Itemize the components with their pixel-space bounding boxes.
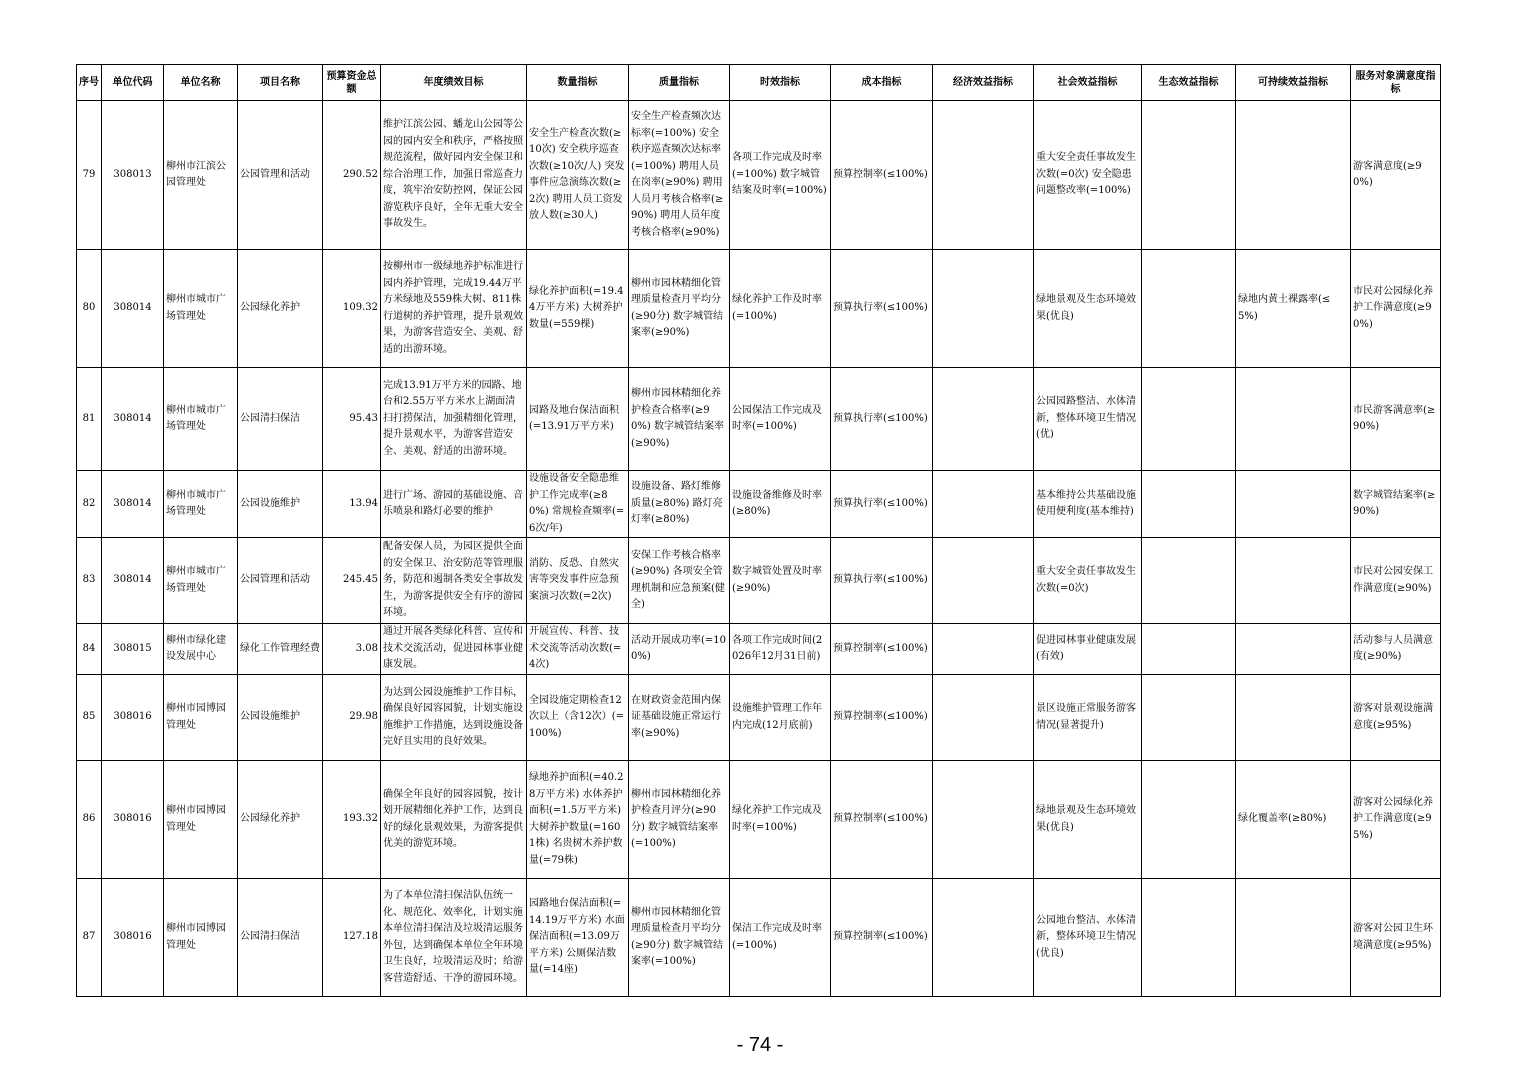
cell-budget: 290.52 xyxy=(323,101,381,250)
column-header: 服务对象满意度指标 xyxy=(1351,65,1441,101)
budget-performance-table xyxy=(76,64,1441,997)
cell-goal: 配备安保人员，为园区提供全面的安全保卫、治安防范等管理服务，防范和遏制各类安全事故发生，为游客提供安全有序的游园环境。 xyxy=(381,538,527,624)
column-header: 时效指标 xyxy=(730,65,831,101)
cell-social: 绿地景观及生态环境效果(优良) xyxy=(1034,761,1142,879)
cell-social: 重大安全责任事故发生次数(=0次) 安全隐患问题整改率(=100%) xyxy=(1034,101,1142,250)
column-header: 可持续效益指标 xyxy=(1236,65,1351,101)
cell-timeliness: 数字城管处置及时率(≥90%) xyxy=(730,538,831,624)
cell-cost: 预算执行率(≤100%) xyxy=(831,250,933,368)
cell-quality: 柳州市园林精细化管理质量检查月平均分(≥90分) 数字城管结案率(=100%) xyxy=(629,879,730,997)
cell-budget: 193.32 xyxy=(323,761,381,879)
cell-budget: 29.98 xyxy=(323,675,381,761)
budget-performance-table-wrapper xyxy=(76,64,1441,997)
cell-quantity: 园路及地台保洁面积(=13.91万平方米) xyxy=(527,368,629,471)
column-header: 数量指标 xyxy=(527,65,629,101)
cell-economic xyxy=(933,101,1034,250)
cell-satisfaction: 游客满意度(≥90%) xyxy=(1351,101,1441,250)
cell-budget: 95.43 xyxy=(323,368,381,471)
cell-code: 308016 xyxy=(102,675,164,761)
cell-budget: 127.18 xyxy=(323,879,381,997)
cell-project: 公园设施维护 xyxy=(238,675,323,761)
cell-ecological xyxy=(1142,471,1236,538)
cell-code: 308015 xyxy=(102,624,164,675)
cell-social: 基本维持公共基础设施使用便利度(基本维持) xyxy=(1034,471,1142,538)
cell-economic xyxy=(933,538,1034,624)
cell-ecological xyxy=(1142,761,1236,879)
cell-economic xyxy=(933,250,1034,368)
cell-cost: 预算控制率(≤100%) xyxy=(831,675,933,761)
cell-sustainable xyxy=(1236,471,1351,538)
cell-goal: 完成13.91万平方米的园路、地台和2.55万平方米水上湖面清扫打捞保洁，加强精细化管理，提升景观水平，为游客营造安全、美观、舒适的出游环境。 xyxy=(381,368,527,471)
cell-sustainable xyxy=(1236,879,1351,997)
cell-timeliness: 公园保洁工作完成及时率(=100%) xyxy=(730,368,831,471)
cell-cost: 预算控制率(≤100%) xyxy=(831,624,933,675)
column-header: 质量指标 xyxy=(629,65,730,101)
cell-ecological xyxy=(1142,368,1236,471)
cell-cost: 预算执行率(≤100%) xyxy=(831,538,933,624)
cell-project: 公园清扫保洁 xyxy=(238,879,323,997)
column-header: 年度绩效目标 xyxy=(381,65,527,101)
cell-sustainable xyxy=(1236,538,1351,624)
table-header-row xyxy=(77,65,1441,101)
cell-no: 79 xyxy=(77,101,102,250)
cell-budget: 3.08 xyxy=(323,624,381,675)
cell-sustainable xyxy=(1236,368,1351,471)
cell-quantity: 绿地养护面积(=40.28万平方米) 水体养护面积(=1.5万平方米) 大树养护数量(=1601株) 名贵树木养护数量(=79株) xyxy=(527,761,629,879)
cell-no: 84 xyxy=(77,624,102,675)
cell-goal: 按柳州市一级绿地养护标准进行园内养护管理，完成19.44万平方米绿地及559株大树、811株行道树的养护管理，提升景观效果，为游客营造安全、美观、舒适的出游环境。 xyxy=(381,250,527,368)
cell-sustainable: 绿化覆盖率(≥80%) xyxy=(1236,761,1351,879)
cell-ecological xyxy=(1142,624,1236,675)
column-header: 预算资金总额 xyxy=(323,65,381,101)
cell-satisfaction: 市民对公园绿化养护工作满意度(≥90%) xyxy=(1351,250,1441,368)
cell-unit: 柳州市城市广场管理处 xyxy=(164,538,238,624)
cell-code: 308014 xyxy=(102,250,164,368)
table-row xyxy=(77,879,1441,997)
cell-code: 308014 xyxy=(102,538,164,624)
cell-goal: 确保全年良好的园容园貌，按计划开展精细化养护工作，达到良好的绿化景观效果，为游客提供优美的游览环境。 xyxy=(381,761,527,879)
cell-unit: 柳州市园博园管理处 xyxy=(164,879,238,997)
cell-unit: 柳州市园博园管理处 xyxy=(164,675,238,761)
cell-quality: 活动开展成功率(=100%) xyxy=(629,624,730,675)
cell-social: 重大安全责任事故发生次数(=0次) xyxy=(1034,538,1142,624)
cell-satisfaction: 游客对公园卫生环境满意度(≥95%) xyxy=(1351,879,1441,997)
column-header: 序号 xyxy=(77,65,102,101)
cell-economic xyxy=(933,471,1034,538)
cell-budget: 13.94 xyxy=(323,471,381,538)
cell-timeliness: 各项工作完成时间(2026年12月31日前) xyxy=(730,624,831,675)
page-number: - 74 - xyxy=(736,1034,784,1056)
cell-ecological xyxy=(1142,250,1236,368)
cell-quantity: 绿化养护面积(=19.44万平方米) 大树养护数量(=559棵) xyxy=(527,250,629,368)
cell-code: 308016 xyxy=(102,879,164,997)
cell-project: 公园绿化养护 xyxy=(238,761,323,879)
table-row xyxy=(77,761,1441,879)
cell-unit: 柳州市城市广场管理处 xyxy=(164,250,238,368)
column-header: 经济效益指标 xyxy=(933,65,1034,101)
cell-unit: 柳州市园博园管理处 xyxy=(164,761,238,879)
cell-sustainable: 绿地内黄土裸露率(≤5%) xyxy=(1236,250,1351,368)
cell-social: 促进园林事业健康发展(有效) xyxy=(1034,624,1142,675)
cell-quality: 柳州市园林精细化管理质量检查月平均分(≥90分) 数字城管结案率(≥90%) xyxy=(629,250,730,368)
cell-social: 公园园路整洁、水体清新，整体环境卫生情况(优) xyxy=(1034,368,1142,471)
column-header: 项目名称 xyxy=(238,65,323,101)
cell-no: 83 xyxy=(77,538,102,624)
cell-goal: 为达到公园设施维护工作目标，确保良好园容园貌，计划实施设施维护工作措施，达到设施设备完好且实用的良好效果。 xyxy=(381,675,527,761)
cell-satisfaction: 市民游客满意率(≥90%) xyxy=(1351,368,1441,471)
table-body xyxy=(77,101,1441,997)
cell-project: 公园清扫保洁 xyxy=(238,368,323,471)
cell-quality: 设施设备、路灯维修质量(≥80%) 路灯亮灯率(≥80%) xyxy=(629,471,730,538)
table-row xyxy=(77,675,1441,761)
cell-sustainable xyxy=(1236,101,1351,250)
table-row xyxy=(77,101,1441,250)
cell-timeliness: 各项工作完成及时率(=100%) 数字城管结案及时率(=100%) xyxy=(730,101,831,250)
cell-ecological xyxy=(1142,879,1236,997)
cell-quantity: 开展宣传、科普、技术交流等活动次数(=4次) xyxy=(527,624,629,675)
cell-code: 308013 xyxy=(102,101,164,250)
cell-social: 公园地台整洁、水体清新，整体环境卫生情况(优良) xyxy=(1034,879,1142,997)
table-row xyxy=(77,624,1441,675)
cell-quantity: 安全生产检查次数(≥10次) 安全秩序巡查次数(≥10次/人) 突发事件应急演练次数(≥2次) 聘用人员工资发放人数(≥30人) xyxy=(527,101,629,250)
cell-timeliness: 绿化养护工作及时率(=100%) xyxy=(730,250,831,368)
cell-no: 87 xyxy=(77,879,102,997)
cell-cost: 预算控制率(≤100%) xyxy=(831,101,933,250)
cell-budget: 245.45 xyxy=(323,538,381,624)
cell-quantity: 园路地台保洁面积(=14.19万平方米) 水面保洁面积(=13.09万平方米) 公厕保洁数量(=14座) xyxy=(527,879,629,997)
cell-budget: 109.32 xyxy=(323,250,381,368)
cell-quality: 柳州市园林精细化养护检查月评分(≥90分) 数字城管结案率(=100%) xyxy=(629,761,730,879)
table-row xyxy=(77,250,1441,368)
cell-ecological xyxy=(1142,101,1236,250)
cell-satisfaction: 活动参与人员满意度(≥90%) xyxy=(1351,624,1441,675)
cell-project: 公园绿化养护 xyxy=(238,250,323,368)
cell-goal: 通过开展各类绿化科普、宣传和技术交流活动，促进园林事业健康发展。 xyxy=(381,624,527,675)
column-header: 社会效益指标 xyxy=(1034,65,1142,101)
cell-unit: 柳州市江滨公园管理处 xyxy=(164,101,238,250)
cell-satisfaction: 游客对公园绿化养护工作满意度(≥95%) xyxy=(1351,761,1441,879)
cell-timeliness: 保洁工作完成及时率(=100%) xyxy=(730,879,831,997)
cell-timeliness: 设施维护管理工作年内完成(12月底前) xyxy=(730,675,831,761)
cell-economic xyxy=(933,879,1034,997)
cell-no: 80 xyxy=(77,250,102,368)
cell-sustainable xyxy=(1236,624,1351,675)
cell-code: 308014 xyxy=(102,471,164,538)
column-header: 单位名称 xyxy=(164,65,238,101)
column-header: 生态效益指标 xyxy=(1142,65,1236,101)
table-row xyxy=(77,368,1441,471)
cell-ecological xyxy=(1142,675,1236,761)
cell-quantity: 全园设施定期检查12次以上（含12次）(=100%) xyxy=(527,675,629,761)
cell-quantity: 设施设备安全隐患维护工作完成率(≥80%) 常规检查频率(=6次/年) xyxy=(527,471,629,538)
cell-quality: 安保工作考核合格率(≥90%) 各项安全管理机制和应急预案(健全) xyxy=(629,538,730,624)
cell-economic xyxy=(933,761,1034,879)
cell-quality: 柳州市园林精细化养护检查合格率(≥90%) 数字城管结案率(≥90%) xyxy=(629,368,730,471)
cell-social: 景区设施正常服务游客情况(显著提升) xyxy=(1034,675,1142,761)
cell-project: 公园设施维护 xyxy=(238,471,323,538)
cell-timeliness: 绿化养护工作完成及时率(=100%) xyxy=(730,761,831,879)
cell-project: 公园管理和活动 xyxy=(238,101,323,250)
cell-sustainable xyxy=(1236,675,1351,761)
cell-satisfaction: 数字城管结案率(≥90%) xyxy=(1351,471,1441,538)
cell-social: 绿地景观及生态环境效果(优良) xyxy=(1034,250,1142,368)
cell-quality: 在财政资金范围内保证基础设施正常运行率(≥90%) xyxy=(629,675,730,761)
cell-unit: 柳州市绿化建设发展中心 xyxy=(164,624,238,675)
cell-unit: 柳州市城市广场管理处 xyxy=(164,368,238,471)
cell-code: 308014 xyxy=(102,368,164,471)
cell-satisfaction: 市民对公园安保工作满意度(≥90%) xyxy=(1351,538,1441,624)
table-row xyxy=(77,471,1441,538)
cell-code: 308016 xyxy=(102,761,164,879)
cell-ecological xyxy=(1142,538,1236,624)
table-row xyxy=(77,538,1441,624)
cell-goal: 为了本单位清扫保洁队伍统一化、规范化、效率化，计划实施本单位清扫保洁及垃圾清运服务外包，达到确保本单位全年环境卫生良好，垃圾清运及时；给游客营造舒适、干净的游园环境。 xyxy=(381,879,527,997)
cell-satisfaction: 游客对景观设施满意度(≥95%) xyxy=(1351,675,1441,761)
cell-economic xyxy=(933,675,1034,761)
cell-economic xyxy=(933,624,1034,675)
cell-no: 85 xyxy=(77,675,102,761)
cell-cost: 预算控制率(≤100%) xyxy=(831,761,933,879)
cell-no: 81 xyxy=(77,368,102,471)
cell-goal: 维护江滨公园、蟠龙山公园等公园的园内安全和秩序，严格按照规范流程，做好园内安全保卫和综合治理工作，加强日常巡查力度，筑牢治安防控网，保证公园游览秩序良好，全年无重大安全事故发生。 xyxy=(381,101,527,250)
cell-no: 86 xyxy=(77,761,102,879)
cell-goal: 进行广场、游园的基础设施、音乐喷泉和路灯必要的维护 xyxy=(381,471,527,538)
cell-economic xyxy=(933,368,1034,471)
cell-project: 绿化工作管理经费 xyxy=(238,624,323,675)
cell-no: 82 xyxy=(77,471,102,538)
cell-unit: 柳州市城市广场管理处 xyxy=(164,471,238,538)
cell-timeliness: 设施设备维修及时率(≥80%) xyxy=(730,471,831,538)
cell-quality: 安全生产检查频次达标率(=100%) 安全秩序巡查频次达标率(=100%) 聘用人员在岗率(≥90%) 聘用人员月考核合格率(≥90%) 聘用人员年度考核合格率(≥90%) xyxy=(629,101,730,250)
cell-quantity: 消防、反恐、自然灾害等突发事件应急预案演习次数(=2次) xyxy=(527,538,629,624)
cell-cost: 预算执行率(≤100%) xyxy=(831,368,933,471)
cell-project: 公园管理和活动 xyxy=(238,538,323,624)
cell-cost: 预算控制率(≤100%) xyxy=(831,879,933,997)
column-header: 成本指标 xyxy=(831,65,933,101)
cell-cost: 预算执行率(≤100%) xyxy=(831,471,933,538)
column-header: 单位代码 xyxy=(102,65,164,101)
